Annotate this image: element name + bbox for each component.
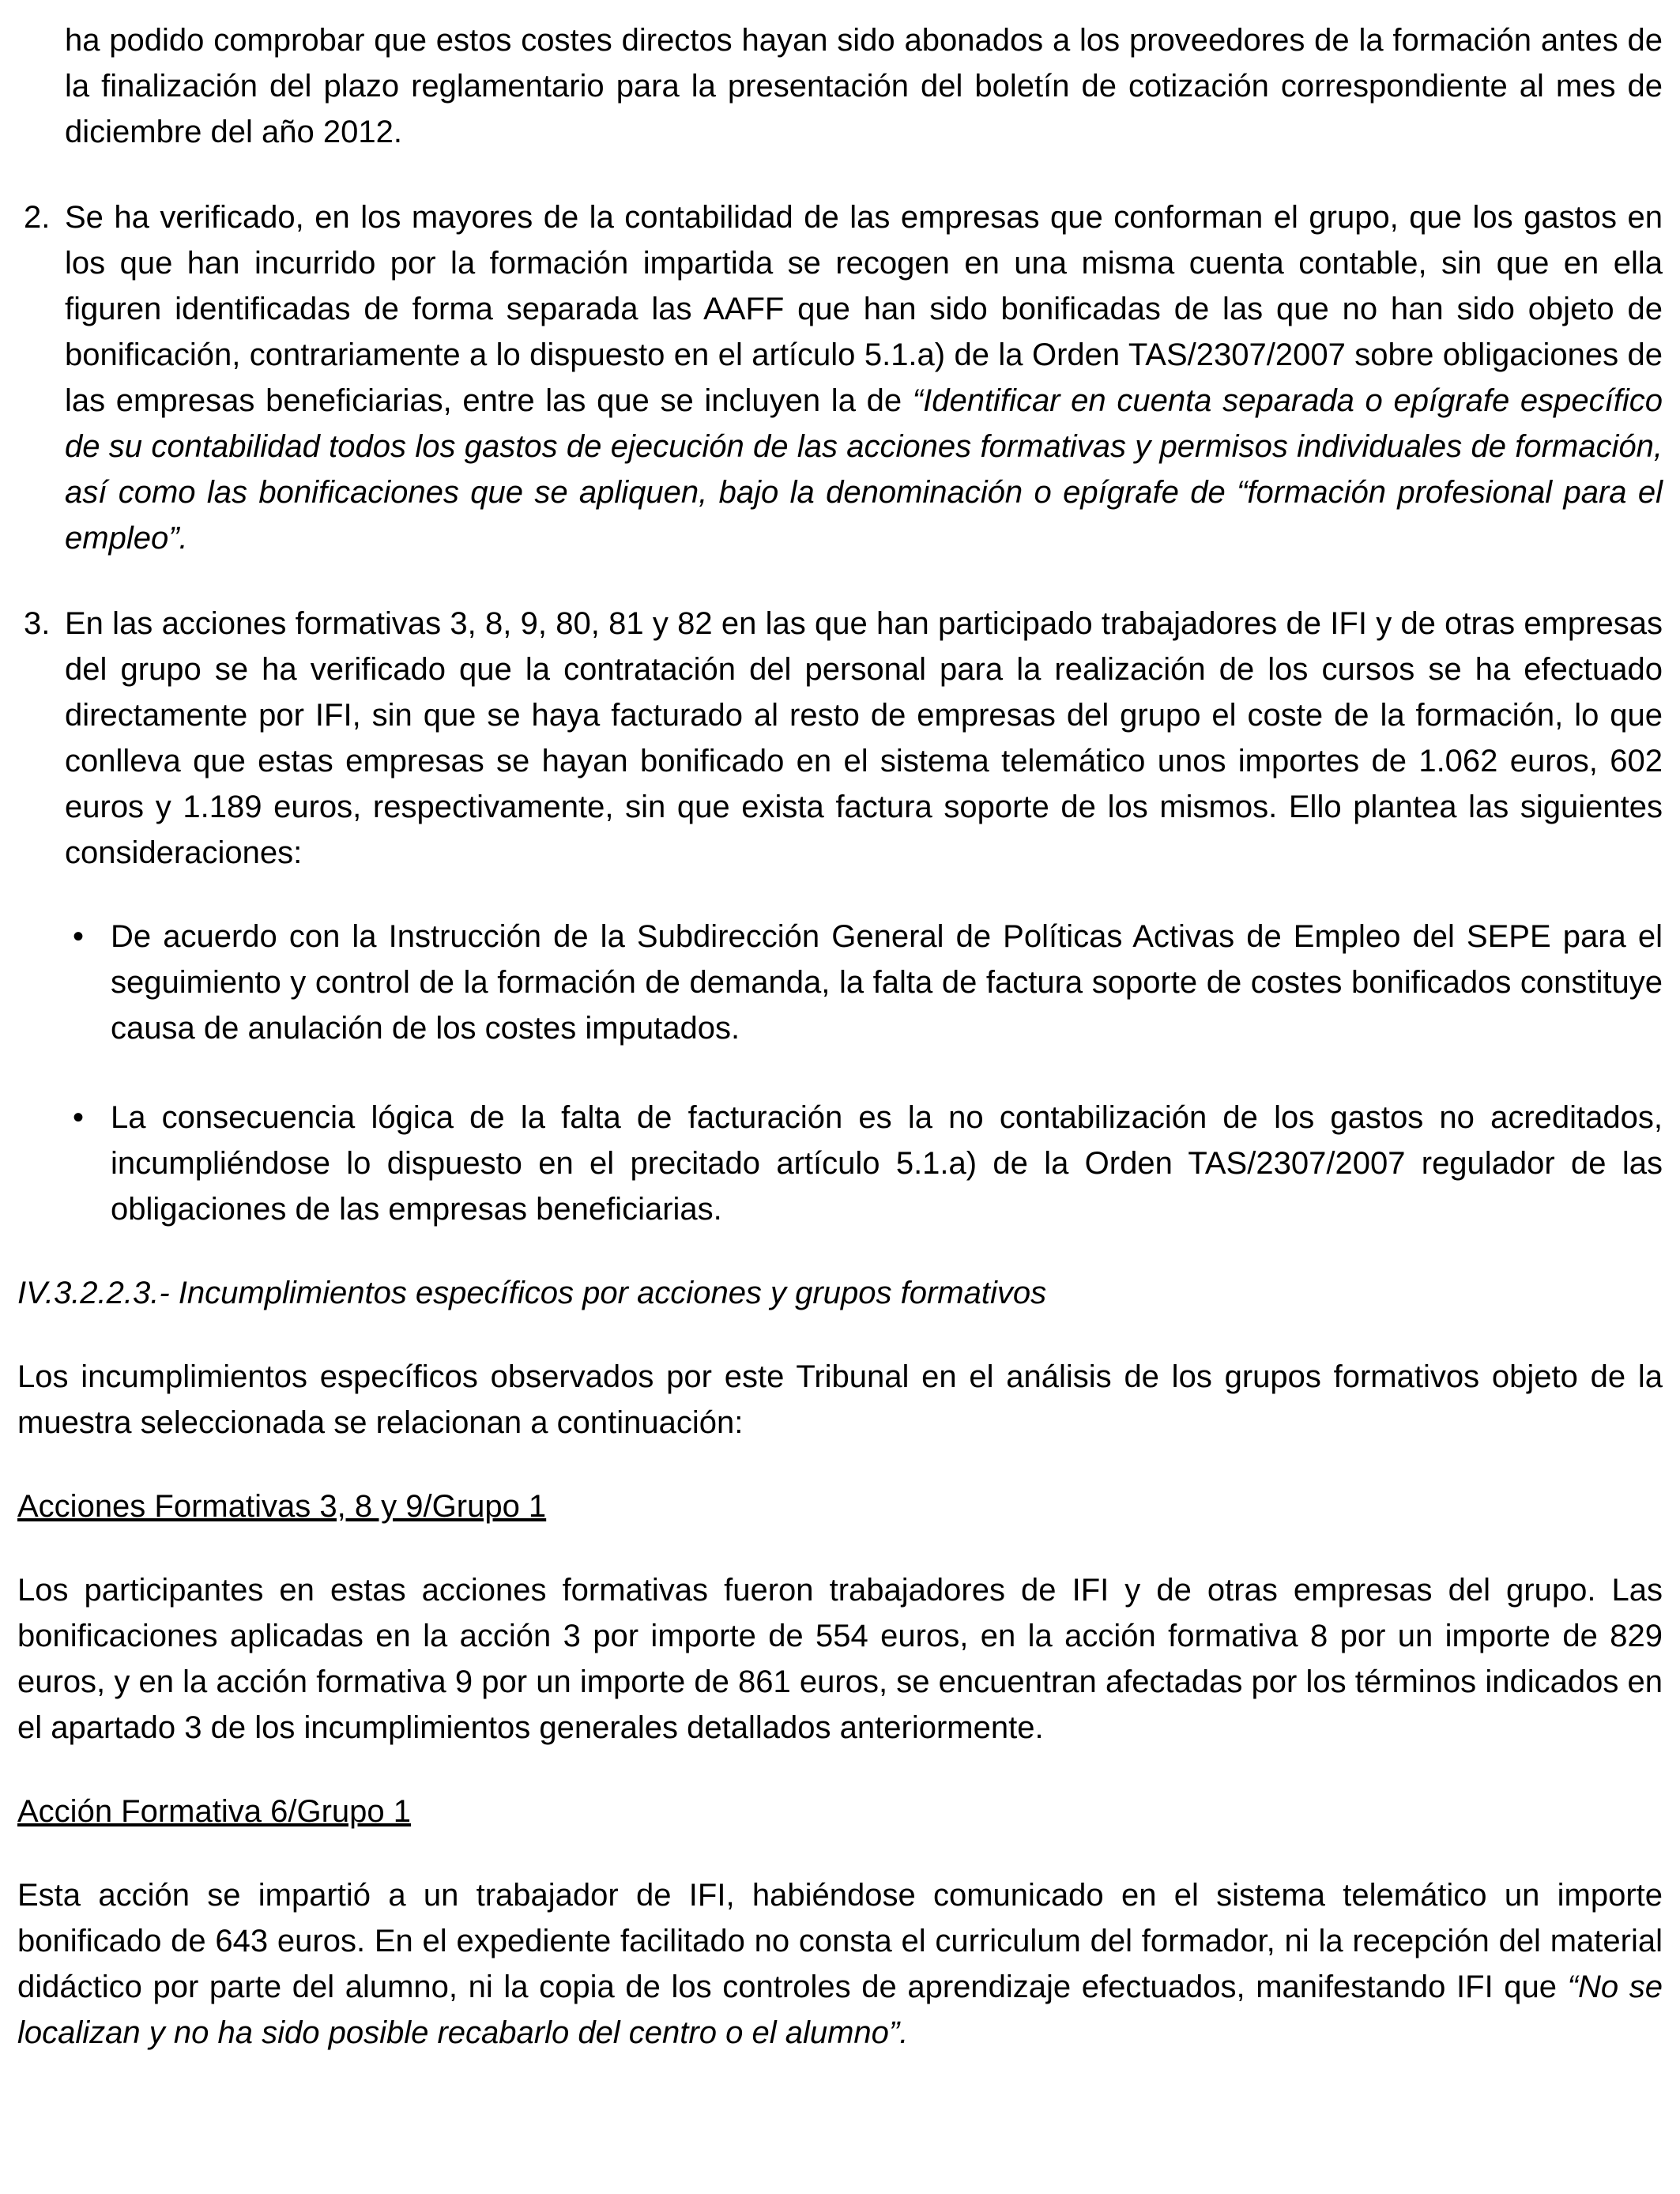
bullet-item-1	[17, 914, 1663, 1051]
list-item-3	[17, 601, 1663, 876]
bullet-item-1-text: De acuerdo con la Instrucción de la Subdirección General de Políticas Activas de Empleo del SEPE para el seguimiento y control de la formación de demanda, la falta de factura soporte de costes bonificados constituye causa de anulación de los costes imputados.	[111, 919, 1663, 1046]
bullet-item-2	[17, 1095, 1663, 1232]
item-1-continuation: ha podido comprobar que estos costes directos hayan sido abonados a los proveedores de la formación antes de la finalización del plazo reglamentario para la presentación del boletín de cotización correspondiente al mes de diciembre del año 2012.	[65, 23, 1663, 149]
subsection-2-text	[17, 1872, 1663, 2056]
list-item-2	[17, 194, 1663, 561]
list-number-3: 3.	[24, 606, 51, 641]
section-intro: Los incumplimientos específicos observados por este Tribunal en el análisis de los grupos formativos objeto de la muestra seleccionada se relacionan a continuación:	[17, 1359, 1663, 1440]
subsection-2-text-plain: Esta acción se impartió a un trabajador de IFI, habiéndose comunicado en el sistema telemático un importe bonificado de 643 euros. En el expediente facilitado no consta el curriculum del formador, ni la recepción del material didáctico por parte del alumno, ni la copia de los controles de aprendizaje efectuados, manifestando IFI que	[17, 1878, 1663, 2004]
list-item-3-text: En las acciones formativas 3, 8, 9, 80, 81 y 82 en las que han participado trabajadores de IFI y de otras empresas del grupo se ha verificado que la contratación del personal para la realización de los cursos se ha efectuado directamente por IFI, sin que se haya facturado al resto de empresas del grupo el coste de la formación, lo que conlleva que estas empresas se hayan bonificado en el sistema telemático unos importes de 1.062 euros, 602 euros y 1.189 euros, respectivamente, sin que exista factura soporte de los mismos. Ello plantea las siguientes consideraciones:	[65, 606, 1663, 870]
document-page	[17, 17, 1663, 2056]
bullet-item-2-text: La consecuencia lógica de la falta de facturación es la no contabilización de los gastos no acreditados, incumpliéndose lo dispuesto en el precitado artículo 5.1.a) de la Orden TAS/2307/2007 regulador de las obligaciones de las empresas beneficiarias.	[111, 1100, 1663, 1227]
bullet-icon: •	[73, 1100, 85, 1135]
list-item-2-quote: “Identificar en cuenta separada o epígrafe específico de su contabilidad todos los gastos de ejecución de las acciones formativas y permisos individuales de formación, así como las bonificaciones que se apliquen, bajo la denominación o epígrafe de “formación profesional para el empleo”.	[65, 383, 1663, 556]
subsection-1-heading: Acciones Formativas 3, 8 y 9/Grupo 1	[17, 1489, 547, 1524]
bullet-icon: •	[73, 919, 85, 954]
list-item-2-text-plain: Se ha verificado, en los mayores de la contabilidad de las empresas que conforman el grupo, que los gastos en los que han incurrido por la formación impartida se recogen en una misma cuenta contable, sin que en ella figuren identificadas de forma separada las AAFF que han sido bonificadas de las que no han sido objeto de bonificación, contrariamente a lo dispuesto en el artículo 5.1.a) de la Orden TAS/2307/2007 sobre obligaciones de las empresas beneficiarias, entre las que se incluyen la de	[65, 200, 1663, 418]
subsection-2-heading: Acción Formativa 6/Grupo 1	[17, 1794, 411, 1829]
subsection-2-quote: “No se localizan y no ha sido posible recabarlo del centro o el alumno”.	[17, 1970, 1663, 2050]
list-item-2-text	[65, 194, 1663, 561]
section-heading: IV.3.2.2.3.- Incumplimientos específicos por acciones y grupos formativos	[17, 1276, 1047, 1310]
list-number-2: 2.	[24, 200, 51, 235]
subsection-1-text: Los participantes en estas acciones formativas fueron trabajadores de IFI y de otras empresas del grupo. Las bonificaciones aplicadas en la acción 3 por importe de 554 euros, en la acción formativa 8 por un importe de 829 euros, y en la acción formativa 9 por un importe de 861 euros, se encuentran afectadas por los términos indicados en el apartado 3 de los incumplimientos generales detallados anteriormente.	[17, 1573, 1663, 1745]
